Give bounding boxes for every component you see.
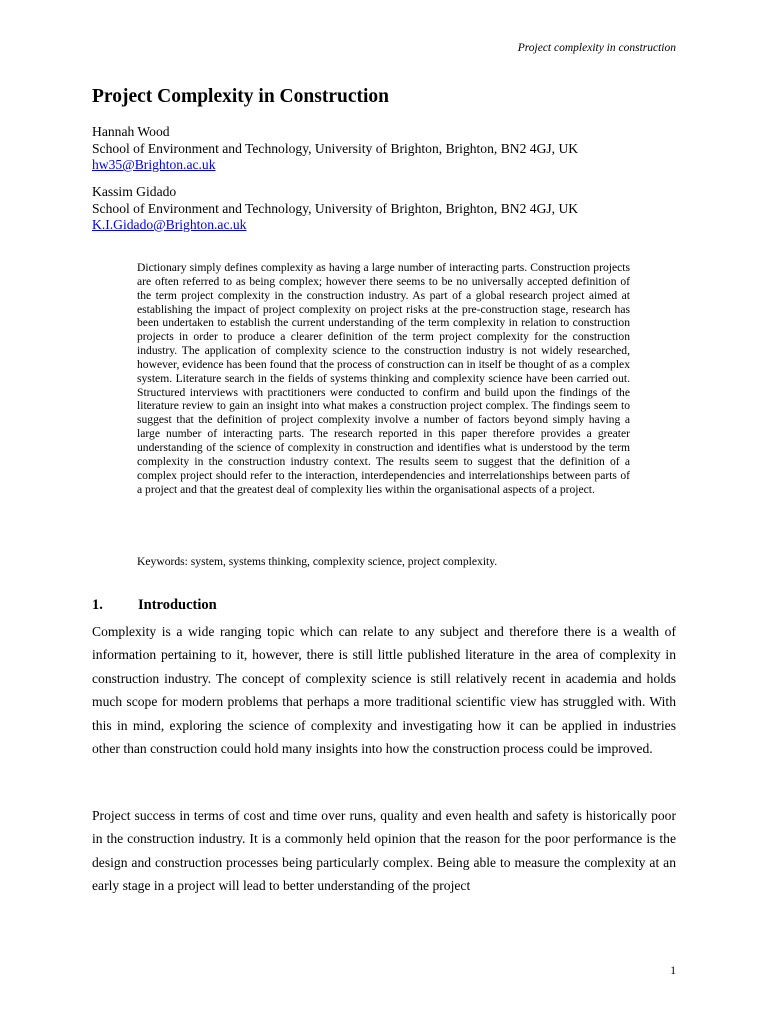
paper-title: Project Complexity in Construction <box>92 86 389 107</box>
section-heading <box>92 597 217 614</box>
author-name: Hannah Wood <box>92 124 170 139</box>
author-block <box>92 184 578 234</box>
author-affiliation: School of Environment and Technology, University of Brighton, Brighton, BN2 4GJ, UK <box>92 200 579 216</box>
author-name: Kassim Gidado <box>92 184 177 199</box>
page-number: 1 <box>670 965 676 977</box>
author-block <box>92 124 578 174</box>
body-paragraph: Complexity is a wide ranging topic which can relate to any subject and therefore there is a wealth of information pertaining to it, however, there is still little published literature in the area of complexity in construction industry. The concept of complexity science is still relatively recent in academia and holds much scope for modern problems that perhaps a more traditional scientific view has struggled with. With this in mind, exploring the science of complexity and investigating how it can be applied in industries other than construction could hold many insights into how the construction process could be improved. <box>92 624 676 757</box>
abstract: Dictionary simply defines complexity as having a large number of interacting parts. Construction projects are often referred to as being complex; however there seems to be no universally accepted definition of the term project complexity in the construction industry. As part of a global research project aimed at establishing the impact of project complexity on project risks at the pre-construction stage, research has been undertaken to establish the current understanding of the term complexity in relation to construction projects in order to produce a clearer definition of the term project complexity for the construction industry. The application of complexity science to the construction industry is not widely researched, however, evidence has been found that the process of construction can in itself be thought of as a complex system. Literature search in the fields of systems thinking and complexity science have been carried out. Structured interviews with practitioners were conducted to confirm and build upon the findings of the literature review to gain an insight into what makes a construction project complex. The findings seem to suggest that the definition of project complexity involve a number of factors beyond simply having a large number of interacting parts. The research reported in this paper therefore provides a greater understanding of the science of complexity in construction and identifies what is understood by the term complexity in the construction industry context. The results seem to suggest that the definition of a complex project should refer to the interaction, interdependencies and interrelationships between parts of a project and that the greatest deal of complexity lies within the organisational aspects of a project. <box>137 261 630 496</box>
author-email-link[interactable]: hw35@Brighton.ac.uk <box>92 157 216 172</box>
author-affiliation: School of Environment and Technology, University of Brighton, Brighton, BN2 4GJ, UK <box>92 140 579 156</box>
section-number: 1. <box>92 597 103 613</box>
running-header: Project complexity in construction <box>517 42 676 54</box>
author-email-link[interactable]: K.I.Gidado@Brighton.ac.uk <box>92 217 247 232</box>
keywords: Keywords: system, systems thinking, complexity science, project complexity. <box>137 555 498 568</box>
section-title: Introduction <box>138 597 217 613</box>
body-paragraph: Project success in terms of cost and time over runs, quality and even health and safety is historically poor in the construction industry. It is a commonly held opinion that the reason for the poor performance is the design and construction processes being particularly complex. Being able to measure the complexity at an early stage in a project will lead to better understanding of the project <box>92 808 676 894</box>
